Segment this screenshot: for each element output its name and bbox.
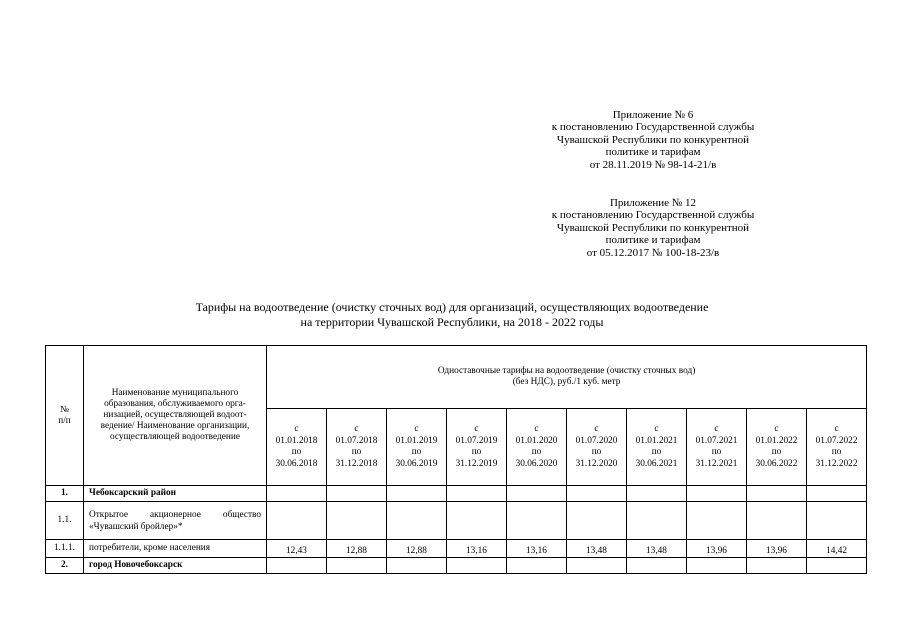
period-to-word: по bbox=[411, 447, 422, 457]
annex-6-line: Приложение № 6 bbox=[612, 109, 694, 121]
tariff-value: 12,43 bbox=[267, 540, 327, 558]
period-header bbox=[327, 409, 387, 486]
annex-12-line: от 05.12.2017 № 100-18-23/в bbox=[586, 246, 720, 259]
period-from-word: с bbox=[774, 424, 779, 434]
header-name bbox=[84, 346, 267, 486]
row-number: 2. bbox=[46, 558, 84, 574]
row-number: 1.1.1. bbox=[46, 540, 84, 558]
period-to: 30.06.2022 bbox=[755, 458, 798, 469]
period-header bbox=[267, 409, 327, 486]
period-to-word: по bbox=[711, 447, 722, 457]
document-title-line1: Тарифы на водоотведение (очистку сточных вод) для организаций, осуществляющих водоотведение bbox=[195, 300, 709, 314]
value-cell bbox=[387, 502, 447, 540]
value-cell bbox=[267, 486, 327, 502]
period-to: 30.06.2019 bbox=[395, 458, 438, 469]
row-name: Чебоксарский район bbox=[84, 486, 267, 502]
period-to-word: по bbox=[831, 447, 842, 457]
value-cell bbox=[327, 486, 387, 502]
period-header bbox=[387, 409, 447, 486]
tariff-value: 12,88 bbox=[387, 540, 447, 558]
period-from-word: с bbox=[594, 424, 599, 434]
header-tariff-group-line: (без НДС), руб./1 куб. метр bbox=[512, 377, 621, 387]
value-cell bbox=[387, 486, 447, 502]
table-row bbox=[46, 486, 867, 502]
value-cell bbox=[747, 502, 807, 540]
period-to-word: по bbox=[531, 447, 542, 457]
value-cell bbox=[447, 502, 507, 540]
value-cell bbox=[807, 558, 867, 574]
value-cell bbox=[447, 558, 507, 574]
header-name-line: Наименование муниципального bbox=[111, 388, 239, 398]
annex-6-line: политике и тарифам bbox=[605, 146, 701, 159]
period-from: 01.01.2022 bbox=[755, 435, 798, 446]
value-cell bbox=[687, 502, 747, 540]
period-to-word: по bbox=[591, 447, 602, 457]
period-from: 01.07.2018 bbox=[335, 435, 378, 446]
value-cell bbox=[627, 502, 687, 540]
annex-6-header bbox=[522, 109, 784, 171]
period-header bbox=[567, 409, 627, 486]
period-header bbox=[447, 409, 507, 486]
period-to: 30.06.2021 bbox=[635, 458, 678, 469]
header-num-line: № bbox=[60, 404, 69, 415]
period-to: 30.06.2020 bbox=[515, 458, 558, 469]
value-cell bbox=[507, 486, 567, 502]
header-name-line: образования, обслуживаемого орга- bbox=[104, 399, 246, 409]
row-number: 1. bbox=[46, 486, 84, 502]
annex-6-line: от 28.11.2019 № 98-14-21/в bbox=[589, 158, 717, 171]
tariff-value: 14,42 bbox=[807, 540, 867, 558]
annex-12-line: к постановлению Государственной службы bbox=[551, 209, 755, 222]
annex-12-line: политике и тарифам bbox=[605, 234, 701, 247]
period-from-word: с bbox=[294, 424, 299, 434]
period-from-word: с bbox=[534, 424, 539, 434]
period-to-word: по bbox=[351, 447, 362, 457]
annex-6-line: к постановлению Государственной службы bbox=[551, 121, 755, 134]
table-header-row bbox=[46, 346, 867, 409]
value-cell bbox=[267, 502, 327, 540]
period-from-word: с bbox=[654, 424, 659, 434]
value-cell bbox=[807, 486, 867, 502]
period-from-word: с bbox=[414, 424, 419, 434]
value-cell bbox=[687, 558, 747, 574]
period-to-word: по bbox=[771, 447, 782, 457]
period-header bbox=[807, 409, 867, 486]
period-from-word: с bbox=[714, 424, 719, 434]
tariff-value: 13,96 bbox=[687, 540, 747, 558]
value-cell bbox=[567, 558, 627, 574]
period-header bbox=[627, 409, 687, 486]
value-cell bbox=[447, 486, 507, 502]
period-to-word: по bbox=[291, 447, 302, 457]
period-to: 31.12.2019 bbox=[455, 458, 498, 469]
value-cell bbox=[507, 502, 567, 540]
value-cell bbox=[507, 558, 567, 574]
value-cell bbox=[387, 558, 447, 574]
row-name: потребители, кроме населения bbox=[84, 540, 267, 558]
period-from: 01.01.2021 bbox=[635, 435, 678, 446]
row-number: 1.1. bbox=[46, 502, 84, 540]
value-cell bbox=[567, 502, 627, 540]
header-name-line: осуществляющей водоотведение bbox=[110, 432, 240, 442]
value-cell bbox=[687, 486, 747, 502]
header-tariff-group-line: Одноставочные тарифы на водоотведение (очистку сточных вод) bbox=[437, 366, 696, 376]
period-from-word: с bbox=[834, 424, 839, 434]
tariff-value: 13,96 bbox=[747, 540, 807, 558]
annex-12-line: Чувашской Республики по конкурентной bbox=[556, 221, 750, 234]
period-from: 01.07.2022 bbox=[815, 435, 858, 446]
table-row bbox=[46, 502, 867, 540]
period-from: 01.07.2019 bbox=[455, 435, 498, 446]
header-name-line: низацией, осуществляющей водоот- bbox=[103, 410, 247, 420]
annex-12-line: Приложение № 12 bbox=[609, 197, 697, 209]
value-cell bbox=[567, 486, 627, 502]
period-to: 31.12.2020 bbox=[575, 458, 618, 469]
document-title bbox=[100, 300, 804, 330]
value-cell bbox=[627, 558, 687, 574]
value-cell bbox=[747, 558, 807, 574]
period-from: 01.07.2021 bbox=[695, 435, 738, 446]
tariff-value: 13,16 bbox=[507, 540, 567, 558]
row-name: город Новочебоксарск bbox=[84, 558, 267, 574]
period-from-word: с bbox=[354, 424, 359, 434]
period-from-word: с bbox=[474, 424, 479, 434]
value-cell bbox=[327, 558, 387, 574]
header-name-line: ведение/ Наименование организации, bbox=[100, 421, 250, 431]
period-to: 31.12.2021 bbox=[695, 458, 738, 469]
tariff-value: 13,16 bbox=[447, 540, 507, 558]
period-from: 01.01.2019 bbox=[395, 435, 438, 446]
period-from: 01.01.2020 bbox=[515, 435, 558, 446]
period-to: 31.12.2018 bbox=[335, 458, 378, 469]
value-cell bbox=[747, 486, 807, 502]
tariff-value: 12,88 bbox=[327, 540, 387, 558]
value-cell bbox=[267, 558, 327, 574]
header-num bbox=[46, 346, 84, 486]
period-to-word: по bbox=[651, 447, 662, 457]
tariff-value: 13,48 bbox=[567, 540, 627, 558]
annex-12-header bbox=[522, 197, 784, 259]
value-cell bbox=[807, 502, 867, 540]
document-title-line2: на территории Чувашской Республики, на 2018 - 2022 годы bbox=[300, 315, 604, 329]
period-to-word: по bbox=[471, 447, 482, 457]
period-header bbox=[747, 409, 807, 486]
header-num-line: п/п bbox=[58, 415, 71, 426]
header-tariff-group bbox=[267, 346, 867, 409]
period-from: 01.07.2020 bbox=[575, 435, 618, 446]
annex-6-line: Чувашской Республики по конкурентной bbox=[556, 133, 750, 146]
tariff-value: 13,48 bbox=[627, 540, 687, 558]
period-to: 31.12.2022 bbox=[815, 458, 858, 469]
table-row bbox=[46, 558, 867, 574]
tariffs-table bbox=[45, 345, 867, 574]
period-header bbox=[687, 409, 747, 486]
period-header bbox=[507, 409, 567, 486]
value-cell bbox=[627, 486, 687, 502]
value-cell bbox=[327, 502, 387, 540]
row-name: Открытое акционерное общество «Чувашский бройлер»* bbox=[84, 502, 267, 540]
period-to: 30.06.2018 bbox=[275, 458, 318, 469]
period-from: 01.01.2018 bbox=[275, 435, 318, 446]
table-row bbox=[46, 540, 867, 558]
